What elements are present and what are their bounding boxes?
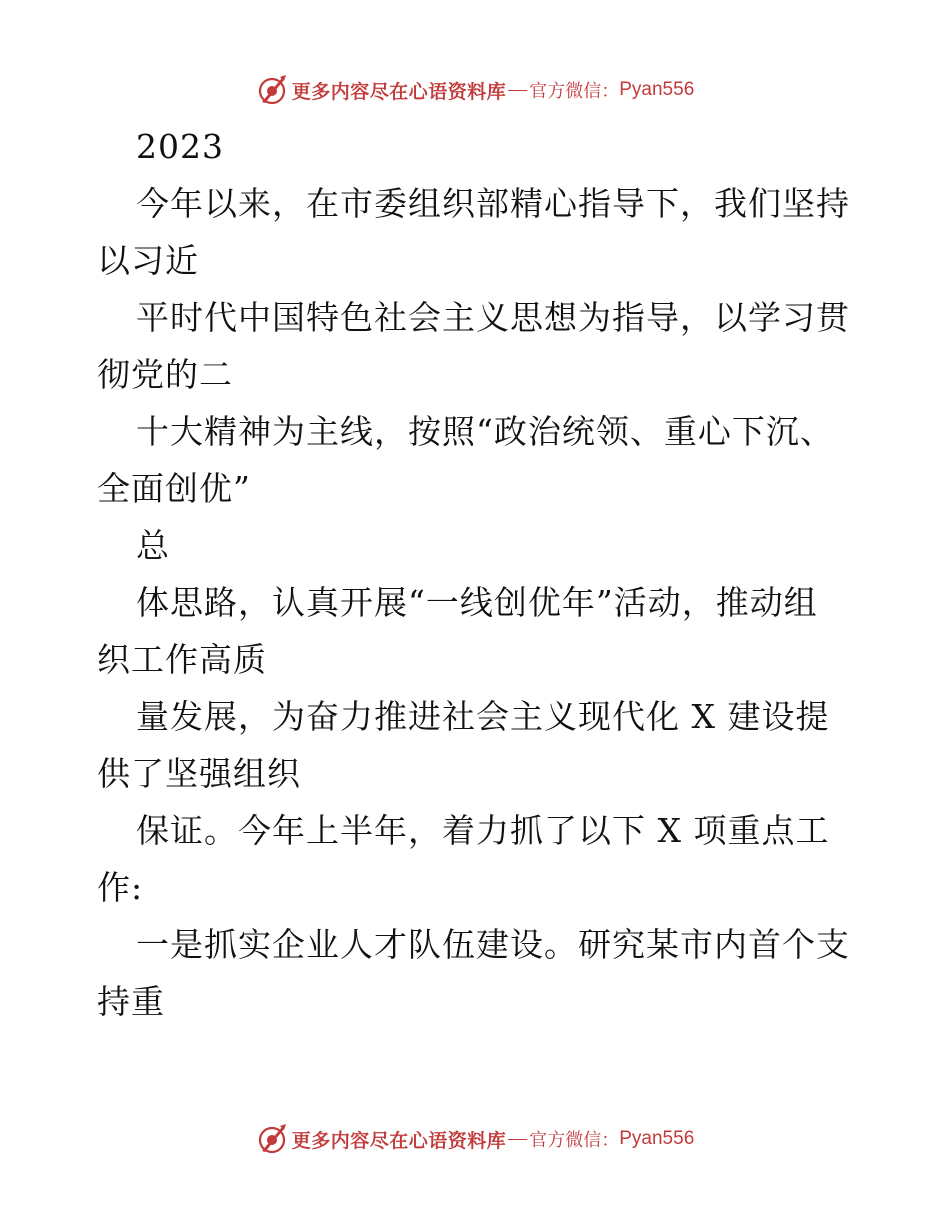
banner-wechat-id: Pyan556 [619,79,695,100]
document-line: 作: [97,868,144,907]
document-line: 保证。今年上半年，着力抓了以下 X 项重点工 [136,811,830,850]
document-line: 一是抓实企业人才队伍建设。研究某市内首个支 [136,925,850,964]
banner-dash: — [508,79,528,100]
document-line: 彻党的二 [97,355,233,394]
footer-banner [0,1119,950,1159]
header-banner [0,70,950,110]
document-line: 平时代中国特色社会主义思想为指导，以学习贯 [136,298,850,337]
banner-text: 更多内容尽在心语资料库 [291,80,507,103]
quill-pen-circle-icon [256,74,288,106]
document-line: 供了坚强组织 [97,754,301,793]
document-line: 十大精神为主线，按照“政治统领、重心下沉、 [136,412,834,451]
banner-wechat-label: 官方微信： [529,1130,620,1151]
document-line: 量发展，为奋力推进社会主义现代化 X 建设提 [136,697,830,736]
document-line: 今年以来，在市委组织部精心指导下，我们坚持 [136,184,850,223]
document-line: 织工作高质 [97,640,267,679]
quill-pen-circle-icon [256,1123,288,1155]
banner-wechat-id: Pyan556 [619,1128,695,1149]
banner-wechat-label: 官方微信： [529,81,620,102]
document-line: 2023 [136,127,224,166]
document-body [97,118,857,1030]
document-line: 以习近 [97,241,199,280]
banner-text: 更多内容尽在心语资料库 [291,1129,507,1152]
document-line: 全面创优” [97,469,251,508]
banner-dash: — [508,1128,528,1149]
document-line: 总 [136,526,170,565]
document-line: 持重 [97,982,165,1021]
document-line: 体思路，认真开展“一线创优年”活动，推动组 [136,583,818,622]
